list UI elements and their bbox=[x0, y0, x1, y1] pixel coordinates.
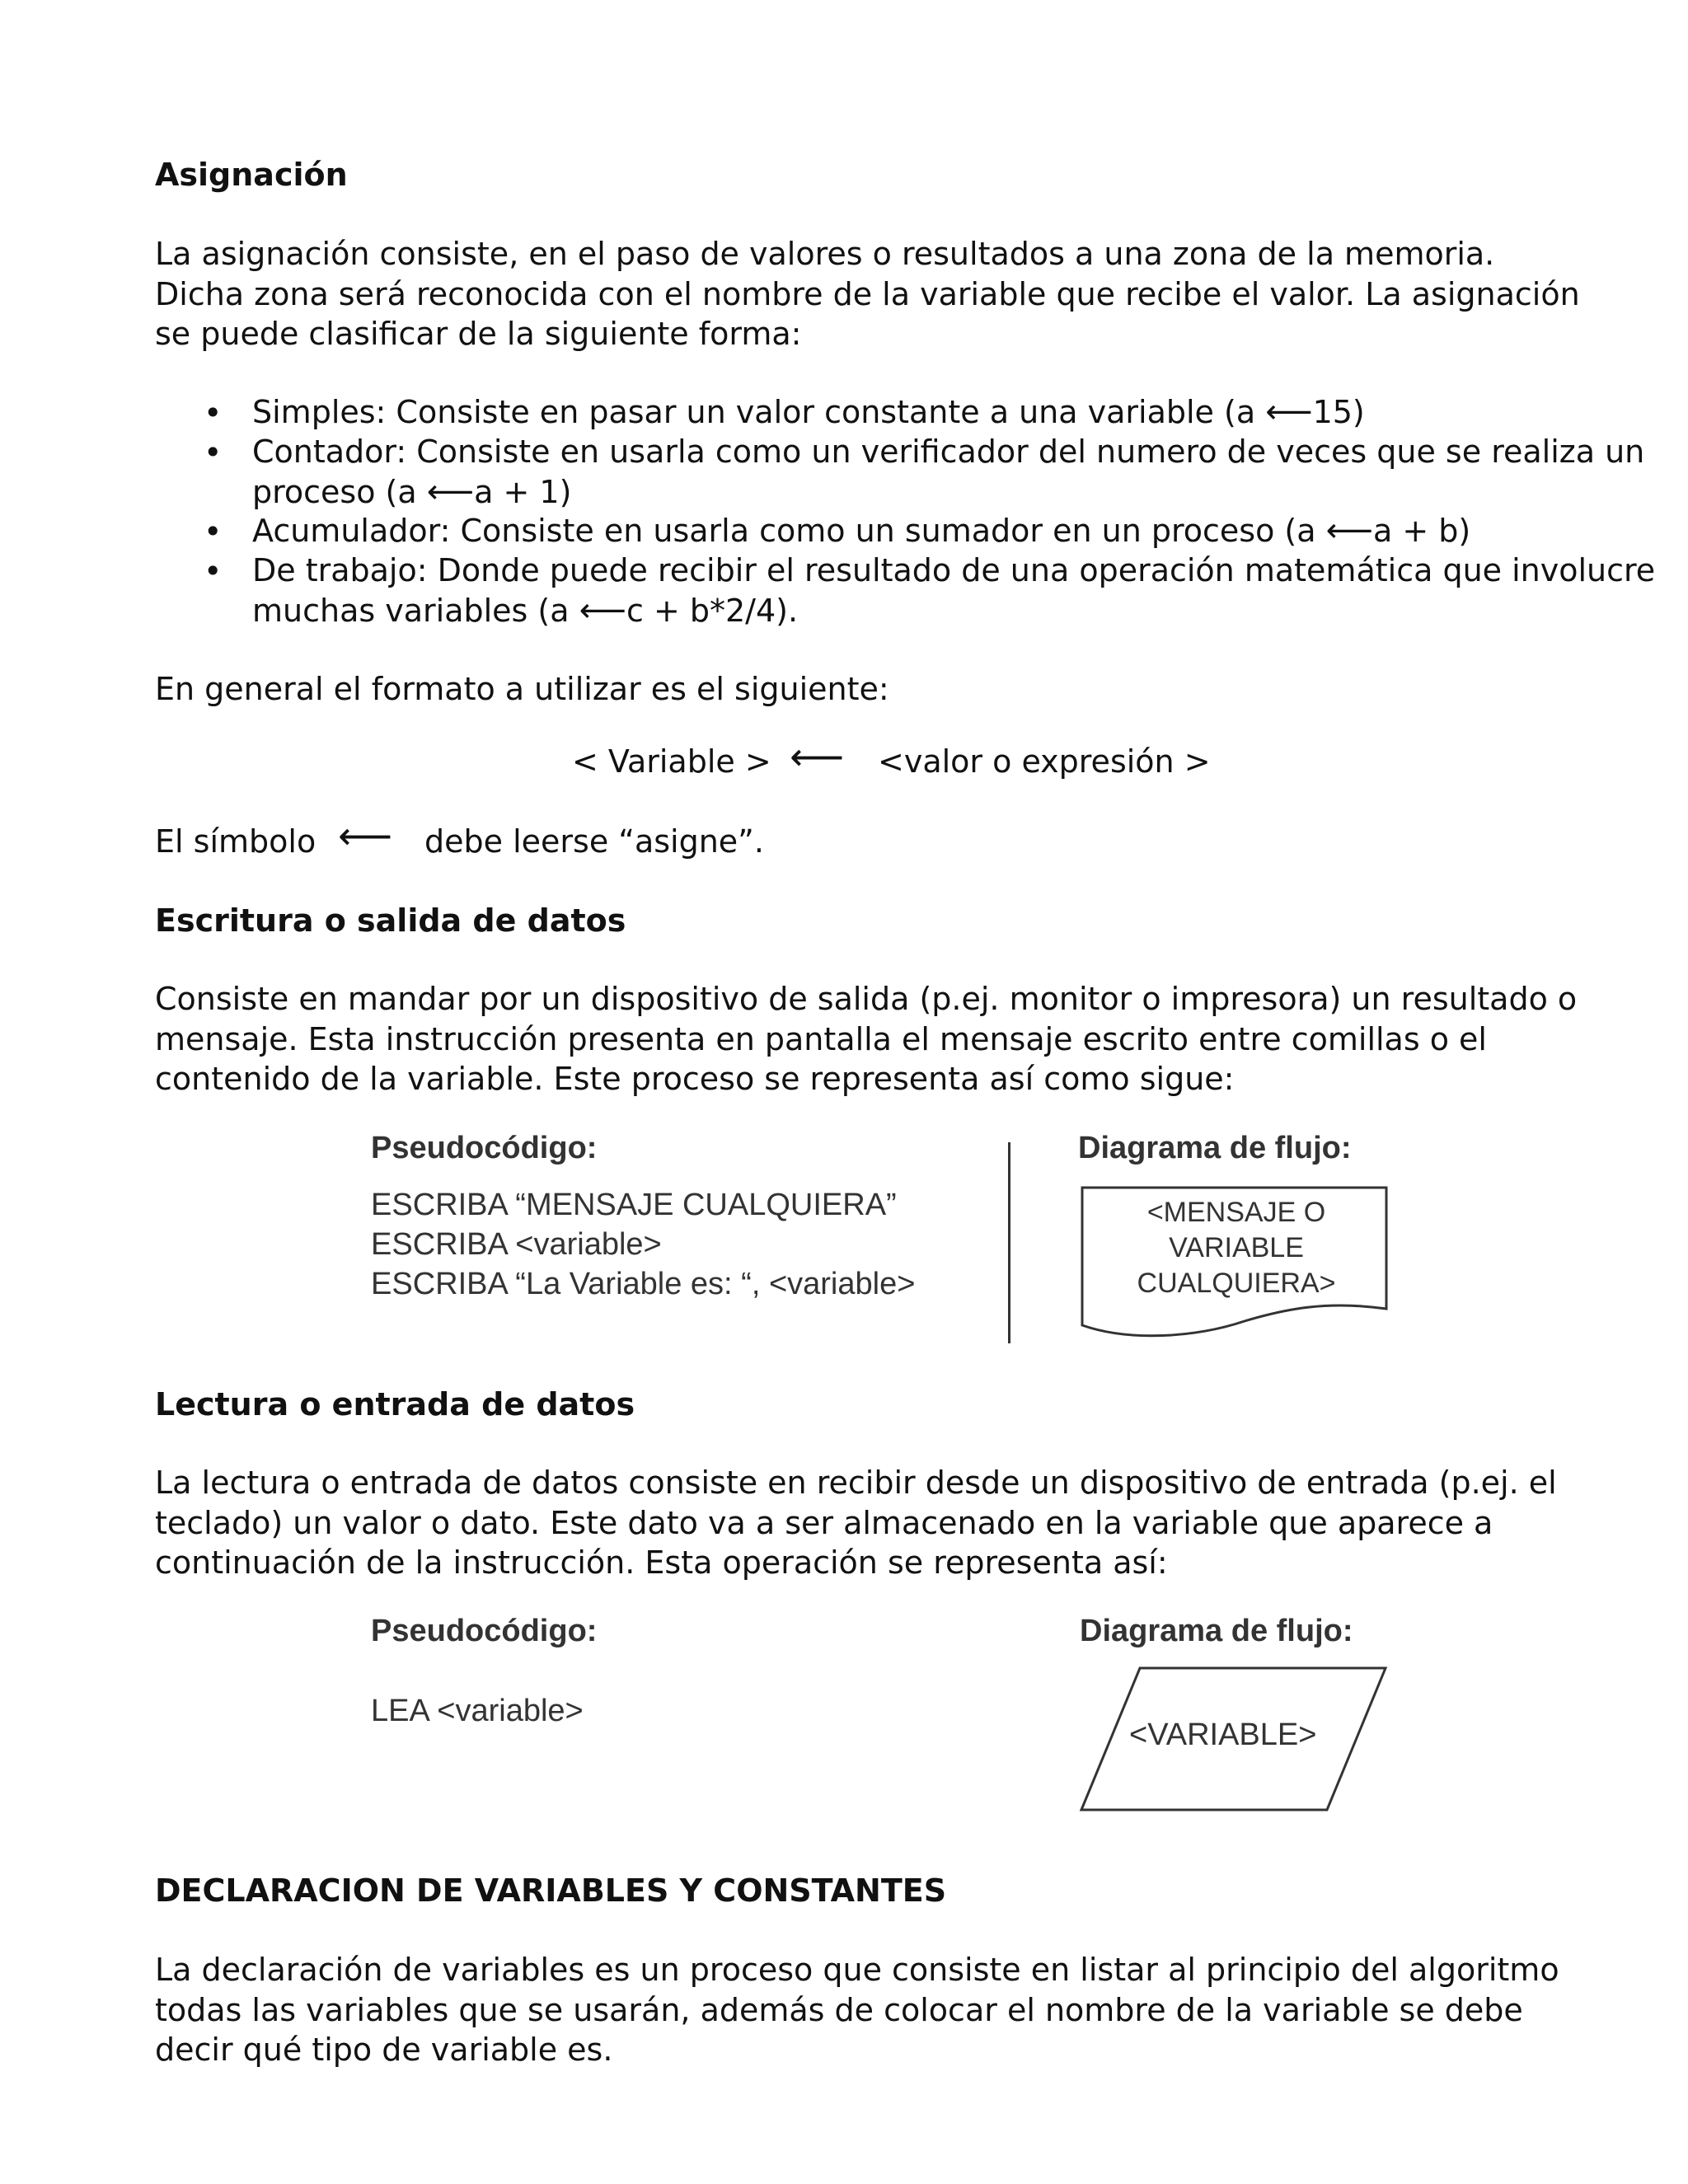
bullet-tail: 15) bbox=[1312, 394, 1365, 430]
assign-arrow-icon: ⟵ bbox=[338, 813, 392, 858]
diagram-line-2: VARIABLE bbox=[1169, 1232, 1304, 1263]
assign-arrow-icon: ⟵ bbox=[426, 472, 475, 511]
bullet-marker: • bbox=[204, 513, 223, 550]
document-shape-label bbox=[1096, 1195, 1376, 1301]
pseudo-line-1: ESCRIBA “MENSAJE CUALQUIERA” bbox=[371, 1188, 897, 1222]
vertical-divider bbox=[1008, 1142, 1010, 1343]
heading-asignacion: Asignación bbox=[155, 157, 348, 193]
paragraph-formato-intro: En general el formato a utilizar es el siguiente: bbox=[155, 671, 889, 707]
heading-declaracion: DECLARACION DE VARIABLES Y CONSTANTES bbox=[155, 1872, 947, 1909]
bullet-text-line2: proceso (a bbox=[252, 473, 417, 510]
bullet-marker: • bbox=[204, 395, 223, 431]
paragraph-escritura: Consiste en mandar por un dispositivo de salida (p.ej. monitor o impresora) un resultado o mensaje. Esta instrucción presenta en pantalla el mensaje escrito entre comillas o el contenido de la variable. Este proceso se representa así como sigue: bbox=[155, 981, 1578, 1097]
bullet-text-line2: muchas variables (a bbox=[252, 592, 570, 629]
heading-escritura: Escritura o salida de datos bbox=[155, 902, 626, 939]
paragraph-lectura: La lectura o entrada de datos consiste en recibir desde un dispositivo de entrada (p.ej. el teclado) un valor o dato. Este dato va a ser almacenado en la variable que aparece a continuación de la instrucción. Esta operación se representa así: bbox=[155, 1465, 1557, 1581]
diagram-line-1: <MENSAJE O bbox=[1146, 1197, 1326, 1228]
bullet-item-simples bbox=[252, 392, 1365, 433]
pseudo-line-2: ESCRIBA <variable> bbox=[371, 1227, 662, 1262]
bullet-tail: c + b*2/4). bbox=[626, 592, 799, 629]
paragraph-asignacion-intro: La asignación consiste, en el paso de valores o resultados a una zona de la memoria. Dicha zona será reconocida con el nombre de la variable que recibe el valor. La asignación se puede clasificar de la siguiente forma: bbox=[155, 236, 1580, 352]
assign-arrow-icon: ⟵ bbox=[579, 591, 626, 630]
pseudo-line-3: ESCRIBA “La Variable es: “, <variable> bbox=[371, 1267, 916, 1301]
bullet-item-de-trabajo bbox=[252, 551, 1655, 630]
bullet-tail: a + 1) bbox=[474, 473, 572, 510]
symbol-sentence-right: debe leerse “asigne”. bbox=[424, 823, 764, 860]
bullet-item-acumulador bbox=[252, 511, 1470, 551]
diagram-title-lectura: Diagrama de flujo: bbox=[1080, 1614, 1353, 1648]
bullet-marker: • bbox=[204, 434, 223, 471]
parallelogram-label: <VARIABLE> bbox=[1129, 1718, 1317, 1752]
bullet-text: Acumulador: Consiste en usarla como un sumador en un proceso (a bbox=[252, 513, 1316, 549]
diagram-line-3: CUALQUIERA> bbox=[1137, 1268, 1336, 1299]
pseudo-title-escritura: Pseudocódigo: bbox=[371, 1131, 598, 1165]
paragraph-declaracion: La declaración de variables es un proceso que consiste en listar al principio del algoritmo todas las variables que se usarán, además de colocar el nombre de la variable se debe decir qué tipo de variable es. bbox=[155, 1952, 1559, 2068]
diagram-title-escritura: Diagrama de flujo: bbox=[1078, 1131, 1352, 1165]
pseudo-line-lea: LEA <variable> bbox=[371, 1694, 584, 1728]
assign-arrow-icon: ⟵ bbox=[790, 734, 844, 779]
assign-arrow-icon: ⟵ bbox=[1325, 512, 1373, 550]
symbol-sentence-left: El símbolo bbox=[155, 823, 316, 860]
bullet-text: Simples: Consiste en pasar un valor constante a una variable (a bbox=[252, 394, 1256, 430]
bullet-text: De trabajo: Donde puede recibir el resultado de una operación matemática que involucre bbox=[252, 552, 1656, 588]
heading-lectura: Lectura o entrada de datos bbox=[155, 1386, 635, 1422]
bullet-text: Contador: Consiste en usarla como un verificador del numero de veces que se realiza un bbox=[252, 434, 1645, 470]
format-right: <valor o expresión > bbox=[878, 743, 1211, 780]
bullet-tail: a + b) bbox=[1372, 513, 1471, 549]
assign-arrow-icon: ⟵ bbox=[1265, 393, 1313, 431]
bullet-item-contador bbox=[252, 432, 1644, 512]
format-left: < Variable > bbox=[572, 743, 771, 780]
pseudo-title-lectura: Pseudocódigo: bbox=[371, 1614, 598, 1648]
bullet-marker: • bbox=[204, 553, 223, 589]
